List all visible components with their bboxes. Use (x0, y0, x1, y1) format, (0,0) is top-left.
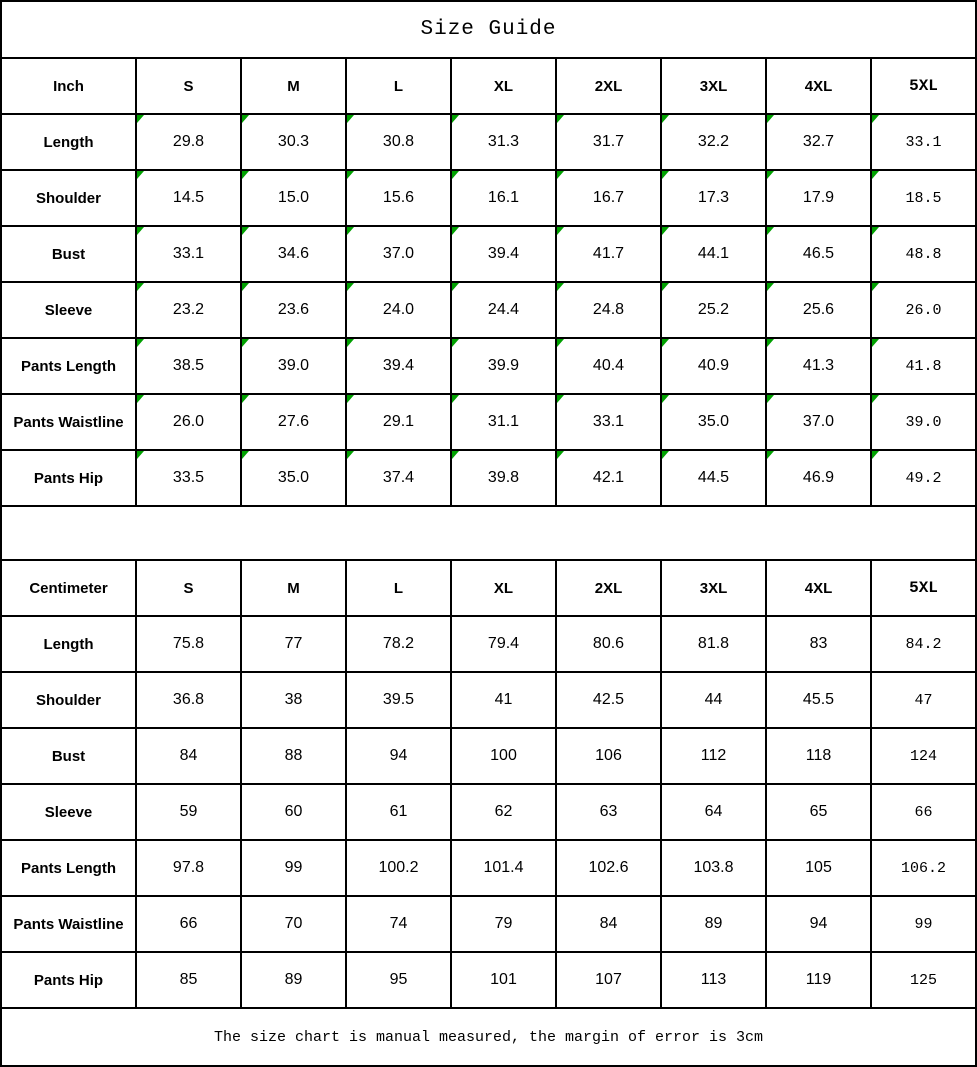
size-value-cell: 84 (556, 896, 661, 952)
size-value-cell: 81.8 (661, 616, 766, 672)
size-value-cell: 101 (451, 952, 556, 1008)
table-row (1, 226, 976, 282)
size-value-cell: 80.6 (556, 616, 661, 672)
size-value-cell: 24.4 (451, 282, 556, 338)
page-title: Size Guide (0, 0, 977, 57)
size-column-header: S (136, 58, 241, 114)
size-column-header: XL (451, 58, 556, 114)
measure-row-label: Length (1, 616, 136, 672)
size-value-cell: 41.7 (556, 226, 661, 282)
table-row (1, 896, 976, 952)
size-value-cell: 36.8 (136, 672, 241, 728)
size-value-cell: 33.1 (871, 114, 976, 170)
size-value-cell: 89 (661, 896, 766, 952)
size-value-cell: 37.0 (346, 226, 451, 282)
size-value-cell: 45.5 (766, 672, 871, 728)
table-row (1, 784, 976, 840)
size-value-cell: 32.2 (661, 114, 766, 170)
size-column-header: 4XL (766, 58, 871, 114)
size-value-cell: 16.1 (451, 170, 556, 226)
size-value-cell: 29.1 (346, 394, 451, 450)
size-value-cell: 30.3 (241, 114, 346, 170)
size-value-cell: 119 (766, 952, 871, 1008)
measure-row-label: Pants Hip (1, 450, 136, 506)
size-value-cell: 29.8 (136, 114, 241, 170)
size-value-cell: 78.2 (346, 616, 451, 672)
measure-row-label: Length (1, 114, 136, 170)
size-value-cell: 31.1 (451, 394, 556, 450)
size-value-cell: 84.2 (871, 616, 976, 672)
size-value-cell: 23.6 (241, 282, 346, 338)
size-value-cell: 49.2 (871, 450, 976, 506)
size-value-cell: 124 (871, 728, 976, 784)
size-value-cell: 39.0 (871, 394, 976, 450)
size-value-cell: 125 (871, 952, 976, 1008)
size-value-cell: 74 (346, 896, 451, 952)
size-value-cell: 99 (871, 896, 976, 952)
size-value-cell: 112 (661, 728, 766, 784)
size-value-cell: 106 (556, 728, 661, 784)
size-value-cell: 79 (451, 896, 556, 952)
size-column-header: 2XL (556, 560, 661, 616)
size-value-cell: 85 (136, 952, 241, 1008)
size-value-cell: 39.0 (241, 338, 346, 394)
size-value-cell: 33.5 (136, 450, 241, 506)
size-value-cell: 64 (661, 784, 766, 840)
table-row (1, 952, 976, 1008)
size-value-cell: 65 (766, 784, 871, 840)
size-value-cell: 31.3 (451, 114, 556, 170)
size-value-cell: 113 (661, 952, 766, 1008)
table-row (1, 672, 976, 728)
size-column-header: 4XL (766, 560, 871, 616)
measure-row-label: Sleeve (1, 282, 136, 338)
size-value-cell: 88 (241, 728, 346, 784)
unit-header-cell: Centimeter (1, 560, 136, 616)
size-column-header: 5XL (871, 560, 976, 616)
size-value-cell: 44.5 (661, 450, 766, 506)
size-value-cell: 46.5 (766, 226, 871, 282)
size-column-header: L (346, 560, 451, 616)
size-value-cell: 14.5 (136, 170, 241, 226)
size-value-cell: 38.5 (136, 338, 241, 394)
size-value-cell: 94 (346, 728, 451, 784)
size-table-inch (0, 57, 977, 507)
table-row (1, 840, 976, 896)
footer-note: The size chart is manual measured, the margin of error is 3cm (0, 1009, 977, 1067)
size-value-cell: 39.4 (346, 338, 451, 394)
size-value-cell: 15.6 (346, 170, 451, 226)
size-value-cell: 44.1 (661, 226, 766, 282)
size-value-cell: 27.6 (241, 394, 346, 450)
size-value-cell: 17.9 (766, 170, 871, 226)
measure-row-label: Pants Length (1, 840, 136, 896)
size-value-cell: 37.4 (346, 450, 451, 506)
table-row (1, 450, 976, 506)
size-value-cell: 99 (241, 840, 346, 896)
measure-row-label: Bust (1, 226, 136, 282)
measure-row-label: Shoulder (1, 170, 136, 226)
size-value-cell: 32.7 (766, 114, 871, 170)
size-value-cell: 100.2 (346, 840, 451, 896)
size-value-cell: 61 (346, 784, 451, 840)
size-column-header: L (346, 58, 451, 114)
size-value-cell: 15.0 (241, 170, 346, 226)
size-value-cell: 42.5 (556, 672, 661, 728)
size-value-cell: 39.8 (451, 450, 556, 506)
size-value-cell: 107 (556, 952, 661, 1008)
size-value-cell: 26.0 (871, 282, 976, 338)
size-column-header: M (241, 58, 346, 114)
size-column-header: 3XL (661, 58, 766, 114)
size-value-cell: 79.4 (451, 616, 556, 672)
size-value-cell: 39.4 (451, 226, 556, 282)
size-value-cell: 41.8 (871, 338, 976, 394)
size-value-cell: 70 (241, 896, 346, 952)
size-value-cell: 26.0 (136, 394, 241, 450)
table-gap (0, 507, 977, 559)
table-row (1, 282, 976, 338)
table-row (1, 114, 976, 170)
size-column-header: S (136, 560, 241, 616)
size-value-cell: 39.9 (451, 338, 556, 394)
size-value-cell: 18.5 (871, 170, 976, 226)
size-value-cell: 25.6 (766, 282, 871, 338)
size-value-cell: 30.8 (346, 114, 451, 170)
size-value-cell: 47 (871, 672, 976, 728)
size-value-cell: 103.8 (661, 840, 766, 896)
size-value-cell: 62 (451, 784, 556, 840)
size-value-cell: 33.1 (556, 394, 661, 450)
measure-row-label: Pants Hip (1, 952, 136, 1008)
size-column-header: 3XL (661, 560, 766, 616)
table-row (1, 338, 976, 394)
size-value-cell: 25.2 (661, 282, 766, 338)
measure-row-label: Pants Waistline (1, 896, 136, 952)
size-value-cell: 94 (766, 896, 871, 952)
size-value-cell: 33.1 (136, 226, 241, 282)
size-value-cell: 16.7 (556, 170, 661, 226)
size-column-header: XL (451, 560, 556, 616)
size-value-cell: 102.6 (556, 840, 661, 896)
size-table-centimeter (0, 559, 977, 1009)
table-row (1, 616, 976, 672)
unit-header-cell: Inch (1, 58, 136, 114)
size-value-cell: 44 (661, 672, 766, 728)
size-value-cell: 66 (136, 896, 241, 952)
size-value-cell: 63 (556, 784, 661, 840)
size-value-cell: 118 (766, 728, 871, 784)
size-value-cell: 105 (766, 840, 871, 896)
size-value-cell: 41 (451, 672, 556, 728)
size-value-cell: 46.9 (766, 450, 871, 506)
size-value-cell: 95 (346, 952, 451, 1008)
size-value-cell: 83 (766, 616, 871, 672)
table-row (1, 170, 976, 226)
size-value-cell: 84 (136, 728, 241, 784)
size-value-cell: 97.8 (136, 840, 241, 896)
size-value-cell: 106.2 (871, 840, 976, 896)
size-value-cell: 101.4 (451, 840, 556, 896)
size-column-header: 2XL (556, 58, 661, 114)
header-row (1, 560, 976, 616)
size-value-cell: 40.9 (661, 338, 766, 394)
header-row (1, 58, 976, 114)
size-value-cell: 34.6 (241, 226, 346, 282)
size-value-cell: 66 (871, 784, 976, 840)
size-value-cell: 100 (451, 728, 556, 784)
size-value-cell: 23.2 (136, 282, 241, 338)
size-value-cell: 31.7 (556, 114, 661, 170)
size-value-cell: 42.1 (556, 450, 661, 506)
size-value-cell: 60 (241, 784, 346, 840)
size-value-cell: 35.0 (241, 450, 346, 506)
size-value-cell: 24.8 (556, 282, 661, 338)
size-value-cell: 59 (136, 784, 241, 840)
size-value-cell: 75.8 (136, 616, 241, 672)
size-column-header: M (241, 560, 346, 616)
size-value-cell: 89 (241, 952, 346, 1008)
size-value-cell: 77 (241, 616, 346, 672)
measure-row-label: Pants Length (1, 338, 136, 394)
size-value-cell: 35.0 (661, 394, 766, 450)
size-column-header: 5XL (871, 58, 976, 114)
table-row (1, 394, 976, 450)
table-row (1, 728, 976, 784)
size-value-cell: 48.8 (871, 226, 976, 282)
size-value-cell: 17.3 (661, 170, 766, 226)
measure-row-label: Sleeve (1, 784, 136, 840)
size-value-cell: 40.4 (556, 338, 661, 394)
size-value-cell: 37.0 (766, 394, 871, 450)
size-value-cell: 39.5 (346, 672, 451, 728)
measure-row-label: Pants Waistline (1, 394, 136, 450)
measure-row-label: Shoulder (1, 672, 136, 728)
size-value-cell: 24.0 (346, 282, 451, 338)
measure-row-label: Bust (1, 728, 136, 784)
size-value-cell: 38 (241, 672, 346, 728)
size-value-cell: 41.3 (766, 338, 871, 394)
